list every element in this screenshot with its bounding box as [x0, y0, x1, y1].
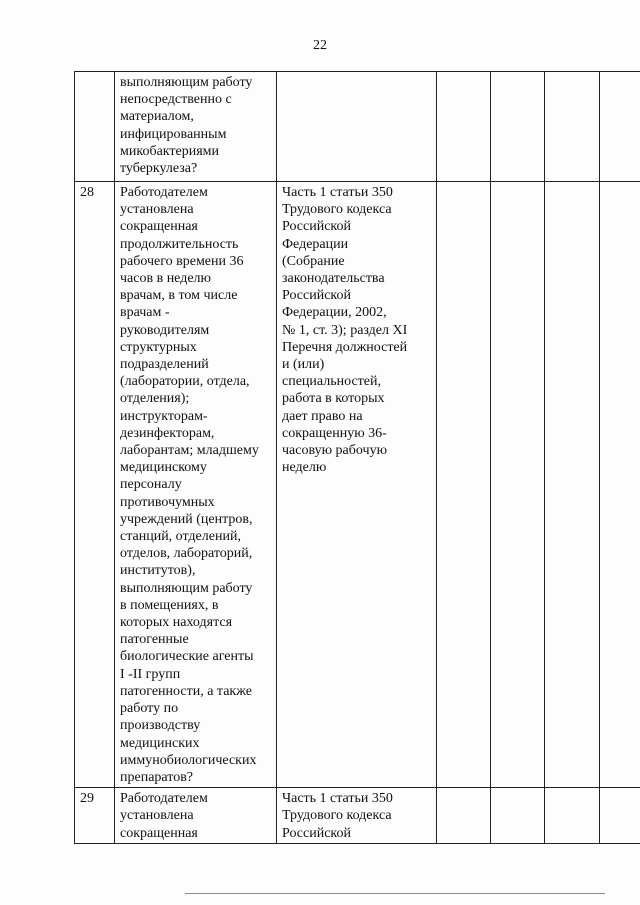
legal-reference-cell [277, 788, 437, 844]
requirement-line: руководителям [120, 322, 210, 338]
requirement-line: персоналу [120, 477, 182, 493]
reference-line: № 1, ст. 3); раздел XI [282, 322, 408, 338]
requirement-line: инструкторам- [120, 408, 208, 424]
reference-line: Перечня должностей [282, 339, 408, 355]
answer-na-cell [545, 788, 600, 844]
requirement-line: патогенности, а также [120, 683, 252, 699]
requirement-line: туберкулеза? [120, 161, 198, 177]
requirement-line: врачам, в том числе [120, 288, 238, 304]
requirement-line: врачам - [120, 305, 170, 321]
requirement-line: биологические агенты [120, 649, 254, 665]
reference-line: (Собрание [282, 253, 345, 269]
answer-yes-cell [437, 182, 491, 788]
requirement-line: структурных [120, 339, 197, 355]
reference-line: сокращенную 36- [282, 425, 387, 441]
requirement-line: рабочего времени 36 [120, 253, 244, 269]
table-body [75, 72, 640, 844]
requirement-line: (лаборатории, отдела, [120, 374, 250, 390]
answer-na-cell [545, 72, 600, 182]
reference-line: Российской [282, 219, 351, 235]
requirement-line: сокращенная [120, 825, 198, 841]
requirement-line: инфицированным [120, 126, 227, 142]
row-number-cell [75, 72, 115, 182]
reference-line: законодательства [282, 271, 385, 287]
requirement-line: работу по [120, 701, 179, 717]
notes-cell [600, 72, 640, 182]
requirement-line: которых находятся [120, 615, 233, 631]
requirement-line: производству [120, 718, 201, 734]
reference-line: часовую рабочую [282, 443, 388, 459]
legal-reference-cell [277, 72, 437, 182]
reference-line: работа в которых [282, 391, 385, 407]
legal-reference-cell [277, 182, 437, 788]
reference-line: Российской [282, 825, 351, 841]
requirement-line: Работодателем [120, 185, 208, 200]
requirement-line: дезинфекторам, [120, 425, 215, 441]
requirement-line: отделов, лабораторий, [120, 546, 253, 562]
requirement-line: медицинскому [120, 460, 207, 476]
row-number-cell: 29 [75, 788, 115, 844]
requirement-line: учреждений (центров, [120, 511, 253, 527]
requirement-line: Работодателем [120, 791, 208, 807]
requirement-line: противочумных [120, 494, 215, 510]
answer-yes-cell [437, 788, 491, 844]
requirement-cell [115, 72, 277, 182]
requirement-line: в помещениях, в [120, 597, 219, 613]
requirement-line: подразделений [120, 357, 209, 373]
requirement-line: патогенные [120, 632, 189, 648]
checklist-table [74, 71, 640, 844]
requirement-line: установлена [120, 202, 194, 218]
reference-line: Часть 1 статьи 350 [282, 791, 393, 807]
reference-line: Федерации, 2002, [282, 305, 387, 321]
reference-line: Федерации [282, 236, 349, 252]
requirement-line: препаратов? [120, 769, 194, 785]
answer-no-cell [491, 182, 545, 788]
requirement-line: институтов), [120, 563, 196, 579]
table-row [75, 72, 640, 182]
notes-cell [600, 182, 640, 788]
requirement-line: медицинских [120, 735, 200, 751]
requirement-line: лаборантам; младшему [120, 443, 259, 459]
reference-line: неделю [282, 460, 327, 476]
answer-no-cell [491, 788, 545, 844]
requirement-line: выполняющим работу [120, 580, 253, 596]
reference-line: Часть 1 статьи 350 [282, 185, 393, 200]
requirement-cell [115, 182, 277, 788]
requirement-line: сокращенная [120, 219, 198, 235]
answer-yes-cell [437, 72, 491, 182]
requirement-line: иммунобиологических [120, 752, 257, 768]
requirement-line: установлена [120, 808, 194, 824]
page-number: 22 [313, 38, 327, 53]
table-row [75, 788, 640, 844]
reference-line: дает право на [282, 408, 363, 424]
reference-line: Трудового кодекса [282, 202, 392, 218]
requirement-line: отделения); [120, 391, 190, 407]
notes-cell [600, 788, 640, 844]
requirement-line: станций, отделений, [120, 529, 241, 545]
requirement-line: часов в неделю [120, 271, 211, 287]
requirement-line: I -II групп [120, 666, 181, 682]
requirement-line: микобактериями [120, 143, 220, 159]
requirement-line: выполняющим работу [120, 75, 253, 90]
page-bottom-edge [185, 893, 605, 894]
reference-line: Трудового кодекса [282, 808, 392, 824]
answer-na-cell [545, 182, 600, 788]
requirement-cell [115, 788, 277, 844]
requirement-line: непосредственно с [120, 92, 232, 108]
reference-line: специальностей, [282, 374, 381, 390]
table-row [75, 182, 640, 788]
reference-line: и (или) [282, 357, 325, 373]
answer-no-cell [491, 72, 545, 182]
requirement-line: материалом, [120, 109, 194, 125]
row-number-cell: 28 [75, 182, 115, 788]
requirement-line: продолжительность [120, 236, 239, 252]
reference-line: Российской [282, 288, 351, 304]
